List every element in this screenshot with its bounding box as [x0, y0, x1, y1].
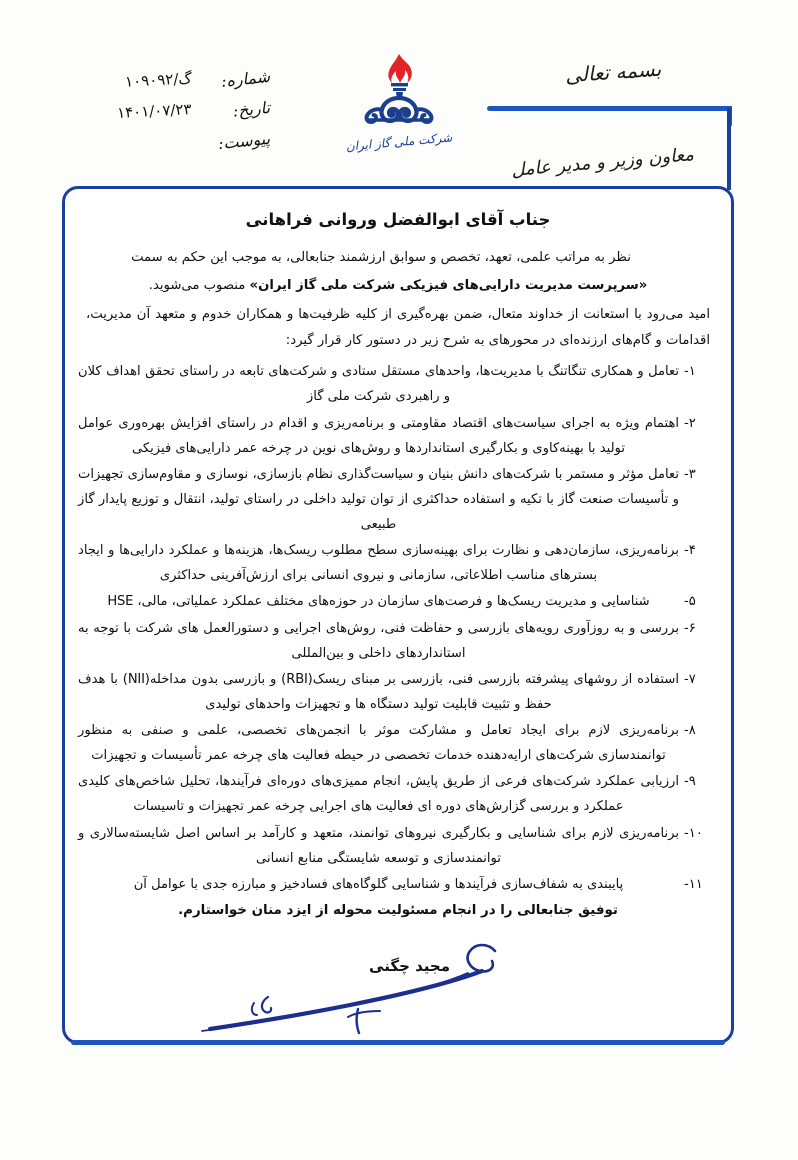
- list-item-number: ۱۰-: [684, 825, 703, 841]
- list-item-number: ۶-: [684, 620, 696, 636]
- deputy-title-wrap: [458, 126, 758, 181]
- list-item-number: ۳-: [684, 466, 696, 482]
- meta-row-date: [55, 97, 271, 122]
- list-item-text: تعامل مؤثر و مستمر با شرکت‌های دانش بنیان و سیاست‌گذاری نظام بازسازی، نوسازی و مقاوم‌سازی تجهیزات و تأسیسات صنعت گاز با تکیه و استفاده حداکثری از توان تولید داخلی در راستای تولید، انتقال و توزیع پایدار گاز طبیعی: [78, 466, 679, 533]
- addressee-name: جناب آقای ابوالفضل وروانی فراهانی: [245, 210, 551, 229]
- list-item: [78, 616, 714, 666]
- appointment-title: «سرپرست مدیریت دارایی‌های فیزیکی شرکت ملی گاز ایران»: [249, 278, 648, 294]
- nigc-logo: [324, 52, 474, 154]
- letterhead-right: [478, 56, 778, 88]
- list-item-number: ۵-: [684, 594, 696, 610]
- handwritten-signature-icon: [150, 933, 510, 1043]
- nigc-logo-caption: شرکت ملی گاز ایران: [345, 130, 453, 154]
- list-item-text: شناسایی و مدیریت ریسک‌ها و فرصت‌های سازمان در حوزه‌های مختلف عملکرد عملیاتی، مالی، HSE: [107, 594, 650, 610]
- list-item: [78, 538, 714, 588]
- appointment-line: [86, 273, 710, 299]
- list-item: [78, 872, 714, 897]
- number-value: گ/۱۰۹۰۹۲: [124, 69, 193, 91]
- nigc-flame-logo-icon: [351, 52, 447, 134]
- list-item: [78, 667, 714, 717]
- second-paragraph: امید می‌رود با استعانت از خداوند متعال، ضمن بهره‌گیری از کلیه ظرفیت‌ها و همکاران خدوم و متعهد آن مدیریت، اقدامات و گام‌های ارزنده‌ای در محورهای به شرح زیر در دستور کار قرار گیرد:: [86, 306, 710, 348]
- list-item-text: ارزیابی عملکرد شرکت‌های فرعی از طریق پایش، انجام ممیزی‌های دوره‌ای فرآیندها، تحلیل شاخص‌های کلیدی عملکرد و بررسی گزارش‌های دوره ای فعالیت های اجرایی چرخه عمر تجهیزات و تاسیسات: [78, 774, 679, 815]
- list-item: [78, 589, 714, 614]
- list-item-text: پایبندی به شفاف‌سازی فرآیندها و شناسایی گلوگاه‌های فسادخیز و مبارزه جدی با عوامل آن: [133, 876, 624, 892]
- list-item-number: ۲-: [684, 415, 696, 431]
- intro-lead-paragraph: نظر به مراتب علمی، تعهد، تخصص و سوابق ارزشمند جنابعالی، به موجب این حکم به سمت: [131, 250, 631, 265]
- number-label: شماره:: [220, 66, 271, 91]
- list-item: [78, 769, 714, 819]
- directive-list: [78, 359, 714, 897]
- list-item: [78, 462, 714, 537]
- meta-row-number: [55, 66, 271, 91]
- attachment-label: پیوست:: [217, 128, 271, 154]
- list-item-number: ۹-: [684, 774, 696, 790]
- list-item-text: استفاده از روشهای پیشرفته بازرسی فنی، بازرسی بر مبنای ریسک(RBI) و بازرسی بدون مداخله(NII) با هدف حفظ و تثبیت قابلیت تولید دستگاه ها و تجهیزات واحدهای تولیدی: [78, 671, 679, 712]
- deputy-minister-title: معاون وزیر و مدیر عامل: [510, 144, 696, 181]
- letterhead: [0, 0, 798, 190]
- list-item-number: ۸-: [684, 723, 696, 739]
- list-item-text: برنامه‌ریزی، سازمان‌دهی و نظارت برای بهینه‌سازی سطح مطلوب ریسک‌ها، هزینه‌ها و عملکرد دارایی‌ها و ایجاد بسترهای مناسب اطلاعاتی، سازمانی و نیروی انسانی برای ارزش‌آفرینی حداکثری: [78, 543, 679, 584]
- date-label: تاریخ:: [231, 97, 271, 121]
- header-divider-rule: [487, 106, 731, 111]
- list-item-text: برنامه‌ریزی لازم برای شناسایی و بکارگیری نیروهای توانمند، متعهد و کارآمد بر اساس اصل شایسته‌سالاری و توانمندسازی و توسعه شایستگی منابع انسانی: [78, 825, 679, 866]
- list-item: [78, 821, 714, 871]
- list-item-text: اهتمام ویژه به اجرای سیاست‌های اقتصاد مقاومتی و برنامه‌ریزی و اقدام در راستای افزایش بهره‌وری عوامل تولید با بهینه‌کاوی و بکارگیری استانداردها و روش‌های نوین در چرخه عمر دارایی‌های فیزیکی: [78, 415, 679, 456]
- list-item-number: ۱-: [684, 364, 696, 380]
- meta-row-attachment: [55, 128, 271, 154]
- list-item-text: برنامه‌ریزی لازم برای ایجاد تعامل و مشارکت موثر با انجمن‌های تخصصی، علمی و صنفی به منظور توانمندسازی شرکت‌های ارایه‌دهنده خدمات تخصصی در حیطه فعالیت های چرخه عمر تأسیسات و تجهیزات: [78, 723, 679, 764]
- list-item: [78, 359, 714, 409]
- appointment-tail: منصوب می‌شوید.: [148, 278, 250, 294]
- frame-right-riser: [727, 108, 731, 190]
- basmala-text: بسمه تعالی: [564, 56, 662, 88]
- closing-line: توفیق جنابعالی را در انجام مسئولیت محوله از ایزد منان خواستارم.: [178, 902, 618, 918]
- list-item-number: ۴-: [684, 543, 696, 559]
- list-item-number: ۱۱-: [684, 876, 703, 892]
- signer-name: مجید چگنی: [369, 957, 450, 975]
- letter-body: [72, 198, 724, 918]
- list-item: [78, 411, 714, 461]
- list-item-text: بررسی و به روزآوری رویه‌های بازرسی و حفاظت فنی، روش‌های اجرایی و دستورالعمل های شرکت با توجه به استانداردهای داخلی و بین‌المللی: [78, 620, 679, 661]
- list-item-number: ۷-: [684, 671, 696, 687]
- signature-block: [160, 955, 520, 1045]
- date-value: ۱۴۰۱/۰۷/۲۳: [117, 100, 193, 122]
- list-item: [78, 718, 714, 768]
- list-item-text: تعامل و همکاری تنگاتنگ با مدیریت‌ها، واحدهای مستقل ستادی و شرکت‌های تابعه در راستای تحقق اهداف کلان و راهبردی شرکت ملی گاز: [78, 364, 679, 405]
- letter-meta: [55, 66, 271, 163]
